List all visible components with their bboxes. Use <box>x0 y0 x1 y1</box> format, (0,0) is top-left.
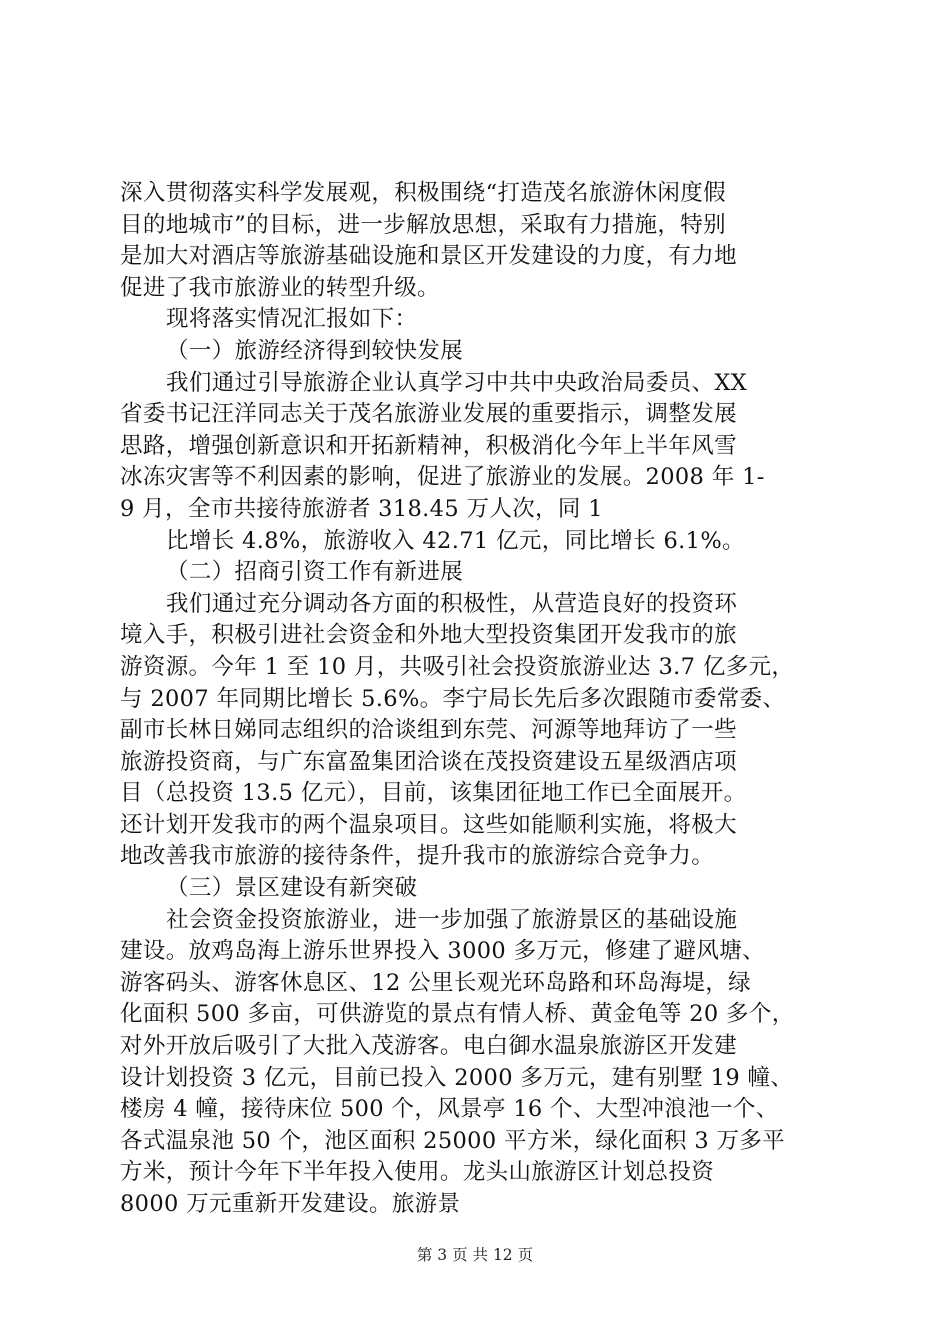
text-line: 我们通过引导旅游企业认真学习中共中央政治局委员、XX <box>166 369 748 396</box>
text-line: 境入手，积极引进社会资金和外地大型投资集团开发我市的旅 <box>120 622 737 649</box>
text-line: 化面积 500 多亩，可供游览的景点有情人桥、黄金龟等 20 多个， <box>120 1001 795 1028</box>
text-line: 思路，增强创新意识和开拓新精神，积极消化今年上半年风雪 <box>120 432 737 459</box>
text-line: （二）招商引资工作有新进展 <box>166 559 464 586</box>
text-line: 对外开放后吸引了大批入茂游客。电白御水温泉旅游区开发建 <box>120 1033 737 1060</box>
text-line: 还计划开发我市的两个温泉项目。这些如能顺利实施，将极大 <box>120 811 737 838</box>
text-line: 冰冻灾害等不利因素的影响，促进了旅游业的发展。2008 年 1- <box>120 464 765 491</box>
text-line: 比增长 4.8%，旅游收入 42.71 亿元，同比增长 6.1%。 <box>166 527 745 554</box>
text-line: 目的地城市”的目标，进一步解放思想，采取有力措施，特别 <box>120 211 726 238</box>
text-line: 楼房 4 幢，接待床位 500 个，风景亭 16 个、大型冲浪池一个、 <box>120 1096 779 1123</box>
text-line: 我们通过充分调动各方面的积极性，从营造良好的投资环 <box>166 590 738 617</box>
text-line: 8000 万元重新开发建设。旅游景 <box>120 1191 461 1217</box>
document-body <box>120 178 840 1221</box>
text-line: 设计划投资 3 亿元，目前已投入 2000 多万元，建有别墅 19 幢、 <box>120 1064 794 1091</box>
text-line: 游资源。今年 1 至 10 月，共吸引社会投资旅游业达 3.7 亿多元， <box>120 653 795 680</box>
text-line: 建设。放鸡岛海上游乐世界投入 3000 多万元，修建了避风塘、 <box>120 938 765 965</box>
text-line: 促进了我市旅游业的转型升级。 <box>120 274 440 301</box>
text-line: 地改善我市旅游的接待条件，提升我市的旅游综合竞争力。 <box>120 843 715 870</box>
text-line: 是加大对酒店等旅游基础设施和景区开发建设的力度，有力地 <box>120 243 737 270</box>
text-line: （三）景区建设有新突破 <box>166 875 418 902</box>
text-line: 方米，预计今年下半年投入使用。龙头山旅游区计划总投资 <box>120 1159 715 1186</box>
page-footer: 第 3 页 共 12 页 <box>416 1246 534 1264</box>
text-line: 省委书记汪洋同志关于茂名旅游业发展的重要指示，调整发展 <box>120 401 737 428</box>
text-line: 目（总投资 13.5 亿元），目前，该集团征地工作已全面展开。 <box>120 780 747 807</box>
text-line: 副市长林日娣同志组织的洽谈组到东莞、河源等地拜访了一些 <box>120 717 737 744</box>
text-line: 各式温泉池 50 个，池区面积 25000 平方米，绿化面积 3 万多平 <box>120 1127 786 1154</box>
text-line: 9 月，全市共接待旅游者 318.45 万人次，同 1 <box>120 495 603 522</box>
text-line: 与 2007 年同期比增长 5.6%。李宁局长先后多次跟随市委常委、 <box>120 685 786 712</box>
text-line: 旅游投资商，与广东富盈集团洽谈在茂投资建设五星级酒店项 <box>120 748 737 775</box>
text-line: （一）旅游经济得到较快发展 <box>166 337 464 364</box>
text-line: 深入贯彻落实科学发展观，积极围绕“打造茂名旅游休闲度假 <box>120 180 726 206</box>
text-line: 游客码头、游客休息区、12 公里长观光环岛路和环岛海堤，绿 <box>120 969 751 996</box>
text-line: 现将落实情况汇报如下： <box>166 306 418 333</box>
text-line: 社会资金投资旅游业，进一步加强了旅游景区的基础设施 <box>166 906 738 933</box>
